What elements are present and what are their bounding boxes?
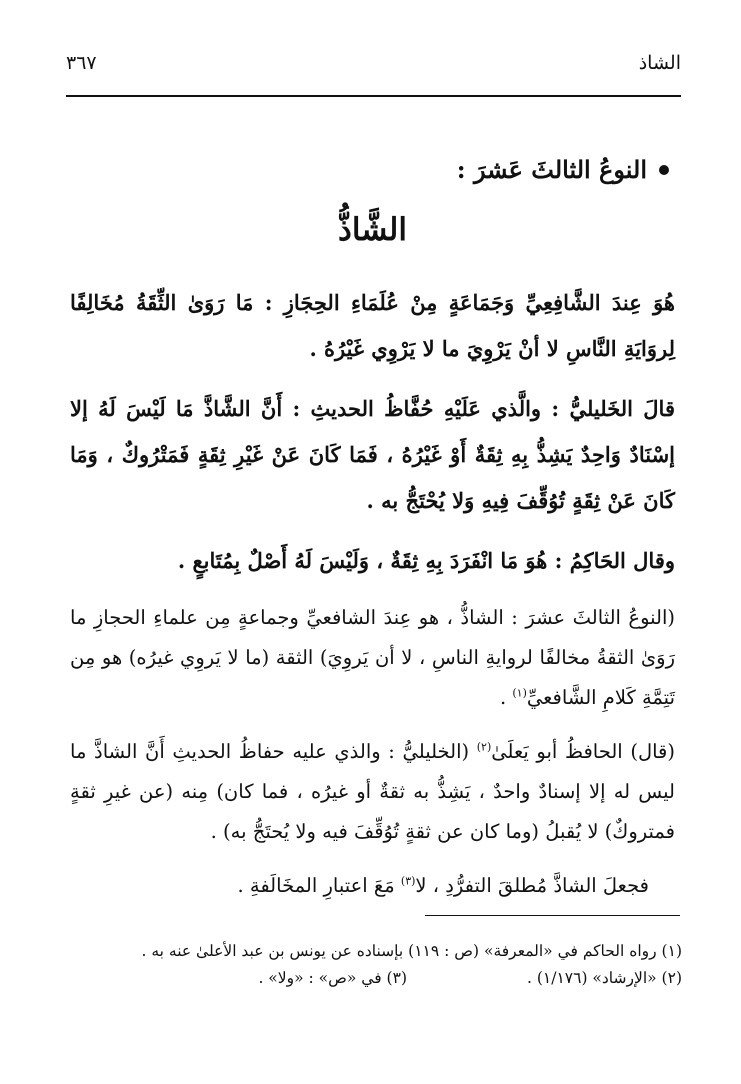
footnote-ref-3: (٣) xyxy=(400,874,416,888)
commentary-paragraph-1 xyxy=(70,598,675,718)
footnote-2: (٢) «الإرشاد» (١/١٧٦) . xyxy=(527,969,682,987)
chapter-title: الشَّاذُّ xyxy=(338,212,407,248)
header-divider xyxy=(66,95,681,97)
chapter-heading-text: النوعُ الثالثَ عَشرَ : xyxy=(456,155,647,184)
chapter-heading xyxy=(70,150,669,190)
footnotes xyxy=(60,938,682,992)
footnote-ref-1: (١) xyxy=(512,686,527,700)
page-number: ٣٦٧ xyxy=(66,52,97,74)
footnote-row-2 xyxy=(60,965,682,992)
running-title: الشاذ xyxy=(638,52,681,74)
page-content xyxy=(70,150,675,920)
commentary-text xyxy=(70,598,675,906)
matn-paragraph-3: وقال الحَاكِمُ : هُوَ مَا انْفَرَدَ بِهِ ثِقَةٌ ، وَلَيْسَ لَهُ أَصْلٌ بِمُتَابعٍ . xyxy=(177,548,675,573)
footnote-3: (٣) في «ص» : «ولا» . xyxy=(258,969,407,987)
commentary-p1-end: . xyxy=(499,686,513,709)
commentary-p3-b: مَعَ اعتبارِ المخَالَفةِ . xyxy=(237,874,401,897)
matn-paragraph-1: هُوَ عِندَ الشَّافِعِيِّ وَجَمَاعَةٍ مِنْ عُلَمَاءِ الحِجَازِ : مَا رَوَىٰ الثِّقَةُ مُخَالِفًا لِروَايَةِ النَّاسِ لا أنْ يَرْوِيَ ما لا يَرْوِي غَيْرُهُ . xyxy=(70,290,675,361)
commentary-p2-a: (قال) الحافظُ أبو يَعلَىٰ xyxy=(491,740,675,763)
footnote-ref-2: (٢) xyxy=(476,740,492,754)
bullet-icon xyxy=(659,165,669,175)
footnote-divider xyxy=(425,915,680,916)
commentary-p2-b: (الخليليُّ : والذي عليه حفاظُ الحديثِ أَنَّ الشاذَّ ما ليس له إلا إسنادٌ واحدٌ ، يَشِذُّ به ثقةٌ أو غيرُه ، فما كان) مِنه (عن غيرِ ثقةٍ فمتروكٌ) لا يُقبلُ (وما كان عن ثقةٍ تُوُقِّفَ فيه ولا يُحتَجُّ به) . xyxy=(70,740,675,843)
footnote-1: (١) رواه الحاكم في «المعرفة» (ص : ١١٩) بإسناده عن يونس بن عبد الأعلىٰ عنه به . xyxy=(141,942,682,960)
commentary-paragraph-3 xyxy=(70,866,675,906)
running-header xyxy=(66,52,681,74)
commentary-paragraph-2 xyxy=(70,732,675,852)
matn-text xyxy=(70,280,675,584)
matn-paragraph-2: قالَ الخَليليُّ : والَّذي عَلَيْهِ حُفَّاظُ الحديثِ : أَنَّ الشَّاذَّ مَا لَيْسَ لَهُ إلا إسْنَادٌ وَاحِدٌ يَشِذُّ بِهِ ثِقَةٌ أَوْ غَيْرُهُ ، فَمَا كَانَ عَنْ غَيْرِ ثِقَةٍ فَمَتْرُوكٌ ، وَمَا كَانَ عَنْ ثِقَةٍ تُوُقِّفَ فِيهِ وَلا يُحْتَجُّ به . xyxy=(70,396,675,513)
commentary-p3-a: فجعلَ الشاذَّ مُطلقَ التفرُّدِ ، لا xyxy=(415,874,649,897)
commentary-p1-text: (النوعُ الثالثَ عشرَ : الشاذُّ ، هو عِندَ الشافعيِّ وجماعةٍ مِن علماءِ الحجازِ ما رَوَىٰ الثقةُ مخالفًا لروايةِ الناسِ ، لا أن يَروِيَ) الثقة (ما لا يَروِي غيرُه) هو مِن تَتِمَّةِ كَلامِ الشَّافعيِّ xyxy=(70,606,675,709)
